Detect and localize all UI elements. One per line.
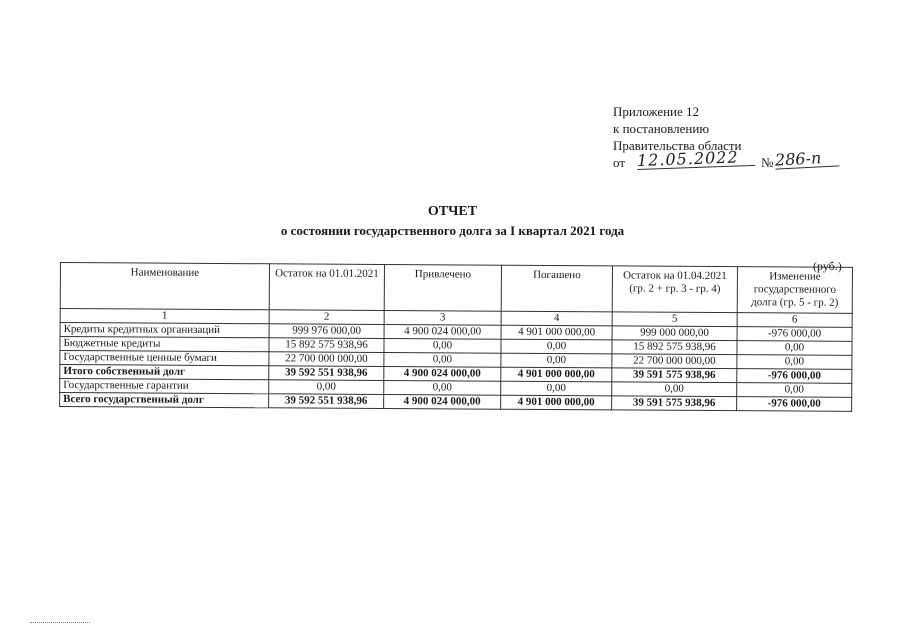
cell-attracted: 4 900 024 000,00: [384, 394, 501, 409]
report-subtitle: о состоянии государственного долга за I квартал 2021 года: [280, 223, 625, 238]
cell-balance-start: 39 592 551 938,96: [269, 394, 384, 409]
cell-balance-end: 15 892 575 938,96: [612, 340, 737, 355]
report-title: ОТЧЕТ: [427, 204, 478, 219]
currency-unit: (руб.): [813, 259, 842, 273]
cell-change: 0,00: [737, 341, 852, 356]
header-balance-end: Остаток на 01.04.2021 (гр. 2 + гр. 3 - гр. 4): [612, 266, 737, 313]
scan-edge-mark: [30, 622, 90, 623]
cell-balance-start: 22 700 000 000,00: [269, 352, 384, 367]
header-balance-start: Остаток на 01.01.2021: [269, 264, 384, 311]
cell-attracted: 4 900 024 000,00: [384, 366, 501, 381]
cell-repaid: 4 901 000 000,00: [501, 367, 612, 382]
handwritten-number: 286-п: [775, 148, 840, 169]
cell-balance-start: 39 592 551 938,96: [269, 366, 384, 381]
cell-repaid: 0,00: [501, 353, 612, 368]
column-number: 2: [269, 310, 384, 325]
row-name: Государственные гарантии: [60, 379, 269, 394]
cell-attracted: 0,00: [384, 352, 501, 367]
appendix-line-2: к постановлению: [613, 121, 710, 136]
row-name: Итого собственный долг: [60, 365, 269, 380]
header-change: Изменение государственного долга (гр. 5 - гр. 2): [737, 267, 852, 314]
cell-balance-start: 0,00: [269, 380, 384, 395]
cell-balance-start: 999 976 000,00: [269, 324, 384, 339]
debt-report-table: [59, 262, 853, 412]
cell-attracted: 4 900 024 000,00: [384, 324, 501, 339]
cell-balance-end: 0,00: [612, 382, 737, 397]
cell-repaid: 0,00: [501, 339, 612, 354]
column-number: 1: [60, 309, 269, 324]
column-number: 3: [384, 310, 501, 325]
header-attracted: Привлечено: [384, 264, 501, 311]
appendix-date-number-line: [613, 147, 822, 174]
cell-balance-end: 22 700 000 000,00: [612, 354, 737, 369]
cell-attracted: 0,00: [384, 380, 501, 395]
cell-balance-end: 39 591 575 938,96: [612, 368, 737, 383]
cell-repaid: 4 901 000 000,00: [501, 395, 612, 410]
row-name: Кредиты кредитных организаций: [60, 323, 269, 338]
header-name: Наименование: [60, 263, 269, 310]
table-header-row: [60, 263, 852, 314]
cell-repaid: 4 901 000 000,00: [501, 325, 612, 340]
cell-change: -976 000,00: [737, 397, 852, 412]
number-sign: №: [761, 155, 774, 170]
cell-balance-start: 15 892 575 938,96: [269, 338, 384, 353]
cell-change: 0,00: [737, 355, 852, 370]
from-label: от: [613, 155, 626, 170]
header-repaid: Погашено: [501, 265, 612, 312]
cell-balance-end: 39 591 575 938,96: [612, 396, 737, 411]
row-name: Бюджетные кредиты: [60, 337, 269, 352]
appendix-line-1: Приложение 12: [613, 104, 700, 119]
cell-change: -976 000,00: [737, 369, 852, 384]
row-name: Всего государственный долг: [60, 393, 269, 408]
cell-balance-end: 999 000 000,00: [612, 326, 737, 341]
cell-change: 0,00: [737, 383, 852, 398]
cell-change: -976 000,00: [737, 327, 852, 342]
handwritten-date: 12.05.2022: [637, 148, 756, 170]
cell-attracted: 0,00: [384, 338, 501, 353]
column-number: 4: [501, 311, 612, 326]
row-name: Государственные ценные бумаги: [60, 351, 269, 366]
appendix-block: [613, 103, 822, 174]
column-number: 5: [612, 312, 737, 327]
cell-repaid: 0,00: [501, 381, 612, 396]
appendix-line-3: Правительства области: [613, 138, 742, 153]
column-number: 6: [737, 313, 852, 328]
